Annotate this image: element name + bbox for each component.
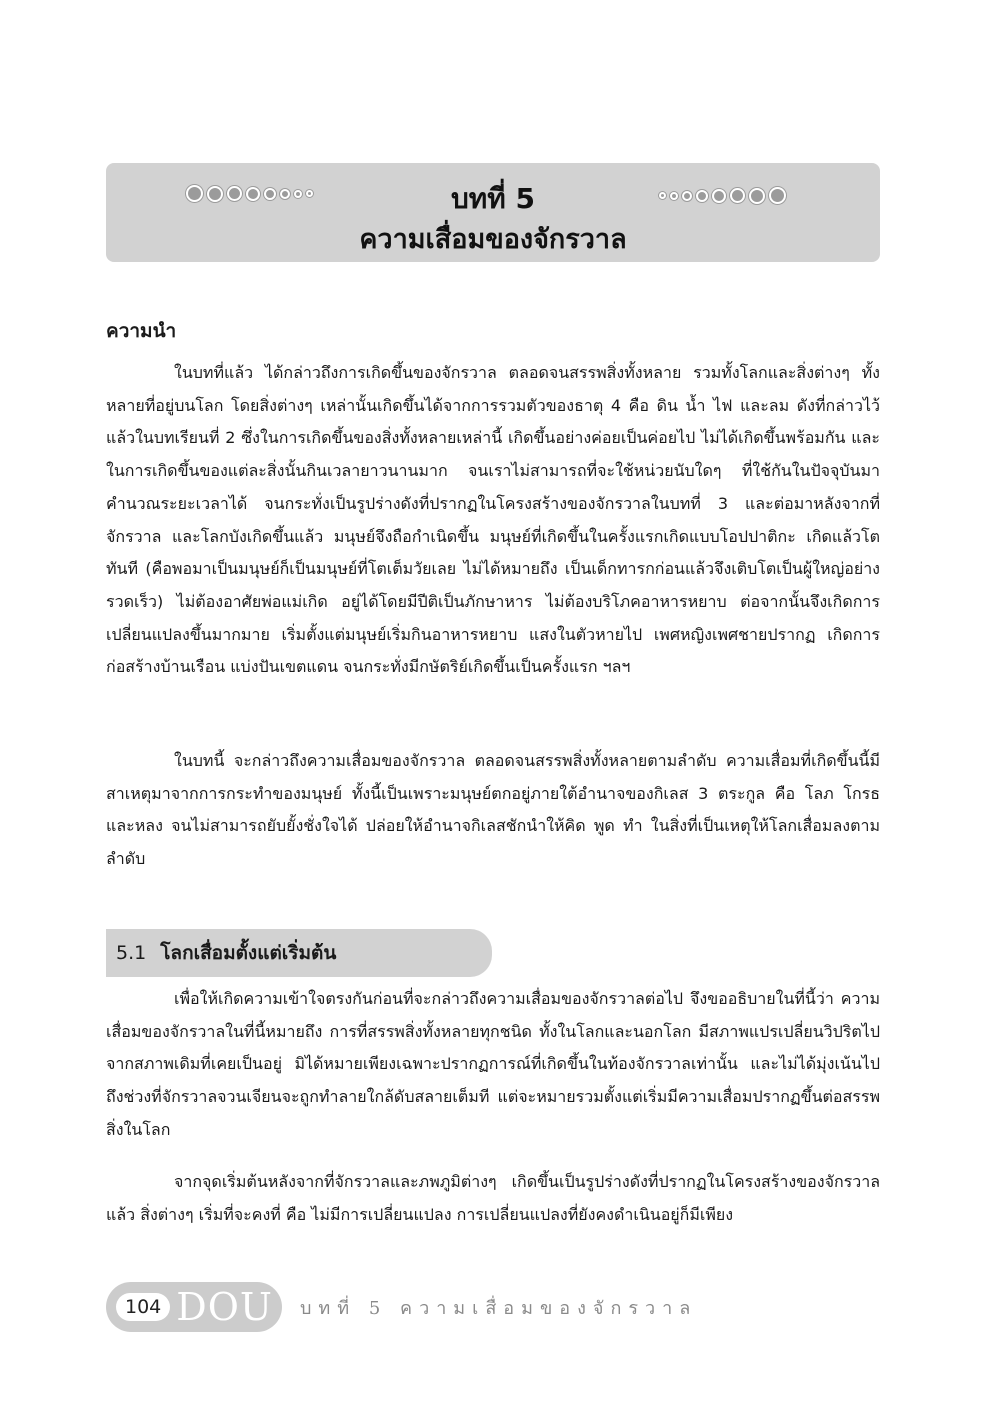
decorative-dots-right bbox=[659, 187, 786, 204]
dot-icon bbox=[659, 192, 666, 199]
section-number: 5.1 bbox=[116, 942, 147, 964]
page-number: 104 bbox=[116, 1293, 170, 1321]
dot-icon bbox=[730, 188, 745, 203]
brand-logo: DOU bbox=[176, 1285, 273, 1329]
intro-paragraph-2: ในบทนี้ จะกล่าวถึงความเสื่อมของจักรวาล ตลอดจนสรรพสิ่งทั้งหลายตามลำดับ ความเสื่อมที่เกิดขึ้นนี้มีสาเหตุมาจากการกระทำของมนุษย์ ทั้งนี้เป็นเพราะมนุษย์ตกอยู่ภายใต้อำนาจของกิเลส 3 ตระกูล คือ โลภ โกรธ และหลง จนไม่สามารถยับยั้งชั่งใจได้ ปล่อยให้อำนาจกิเลสชักนำให้คิด พูด ทำ ในสิ่งที่เป็นเหตุให้โลกเสื่อมลงตามลำดับ bbox=[106, 751, 880, 869]
dot-icon bbox=[696, 190, 708, 202]
intro-paragraph-1: ในบทที่แล้ว ได้กล่าวถึงการเกิดขึ้นของจักรวาล ตลอดจนสรรพสิ่งทั้งหลาย รวมทั้งโลกและสิ่งต่างๆ ทั้งหลายที่อยู่บนโลก โดยสิ่งต่างๆ เหล่านั้นเกิดขึ้นได้จากการรวมตัวของธาตุ 4 คือ ดิน น้ำ ไฟ และลม ดังที่กล่าวไว้แล้วในบทเรียนที่ 2 ซึ่งในการเกิดขึ้นของสิ่งทั้งหลายเหล่านี้ เกิดขึ้นอย่างค่อยเป็นค่อยไป ไม่ได้เกิดขึ้นพร้อมกัน และในการเกิดขึ้นของแต่ละสิ่งนั้นกินเวลายาวนานมาก จนเราไม่สามารถที่จะใช้หน่วยนับใดๆ ที่ใช้กันในปัจจุบันมาคำนวณระยะเวลาได้ จนกระทั่งเป็นรูปร่างดังที่ปรากฏในโครงสร้างของจักรวาลในบทที่ 3 และต่อมาหลังจากที่จักรวาล และโลกบังเกิดขึ้นแล้ว มนุษย์จึงถือกำเนิดขึ้น มนุษย์ที่เกิดขึ้นในครั้งแรกเกิดแบบโอปปาติกะ เกิดแล้วโตทันที (คือพอมาเป็นมนุษย์ก็เป็นมนุษย์ที่โตเต็มวัยเลย ไม่ได้หมายถึง เป็นเด็กทารกก่อนแล้วจึงเติบโตเป็นผู้ใหญ่อย่างรวดเร็ว) ไม่ต้องอาศัยพ่อแม่เกิด อยู่ได้โดยมีปีติเป็นภักษาหาร ไม่ต้องบริโภคอาหารหยาบ ต่อจากนั้นจึงเกิดการเปลี่ยนแปลงขึ้นมากมาย เริ่มตั้งแต่มนุษย์เริ่มกินอาหารหยาบ แสงในตัวหายไป เพศหญิงเพศชายปรากฏ เกิดการก่อสร้างบ้านเรือน แบ่งปันเขตแดน จนกระทั่งมีกษัตริย์เกิดขึ้นเป็นครั้งแรก ฯลฯ bbox=[106, 363, 881, 677]
running-title: บทที่ 5 ความเสื่อมของจักรวาล bbox=[300, 1297, 698, 1319]
chapter-label: บทที่ 5 bbox=[451, 182, 535, 215]
footer-badge bbox=[106, 1282, 282, 1332]
chapter-title: ความเสื่อมของจักรวาล bbox=[359, 224, 627, 255]
dot-icon bbox=[712, 189, 726, 203]
section-title: โลกเสื่อมตั้งแต่เริ่มต้น bbox=[160, 942, 337, 964]
dot-icon bbox=[769, 187, 786, 204]
dot-icon bbox=[682, 191, 692, 201]
section-paragraph-2: จากจุดเริ่มต้นหลังจากที่จักรวาลและภพภูมิต่างๆ เกิดขึ้นเป็นรูปร่างดังที่ปรากฏในโครงสร้างของจักรวาลแล้ว สิ่งต่างๆ เริ่มที่จะคงที่ คือ ไม่มีการเปลี่ยนแปลง การเปลี่ยนแปลงที่ยังคงดำเนินอยู่ก็มีเพียง bbox=[106, 1172, 880, 1224]
dot-icon bbox=[670, 192, 678, 200]
section-heading bbox=[106, 929, 492, 977]
page-footer bbox=[106, 1282, 697, 1332]
section-paragraph-1: เพื่อให้เกิดความเข้าใจตรงกันก่อนที่จะกล่าวถึงความเสื่อมของจักรวาลต่อไป จึงขออธิบายในที่นี้ว่า ความเสื่อมของจักรวาลในที่นี้หมายถึง การที่สรรพสิ่งทั้งหลายทุกชนิด ทั้งในโลกและนอกโลก มีสภาพแปรเปลี่ยนวิปริตไปจากสภาพเดิมที่เคยเป็นอยู่ มิได้หมายเพียงเฉพาะปรากฏการณ์ที่เกิดขึ้นในท้องจักรวาลเท่านั้น และไม่ได้มุ่งเน้นไปถึงช่วงที่จักรวาลจวนเจียนจะถูกทำลายใกล้ดับสลายเต็มที แต่จะหมายรวมตั้งแต่เริ่มมีความเสื่อมปรากฏขึ้นต่อสรรพสิ่งในโลก bbox=[106, 989, 880, 1139]
chapter-banner bbox=[106, 163, 880, 262]
dot-icon bbox=[749, 188, 765, 204]
intro-heading: ความนำ bbox=[106, 320, 177, 342]
